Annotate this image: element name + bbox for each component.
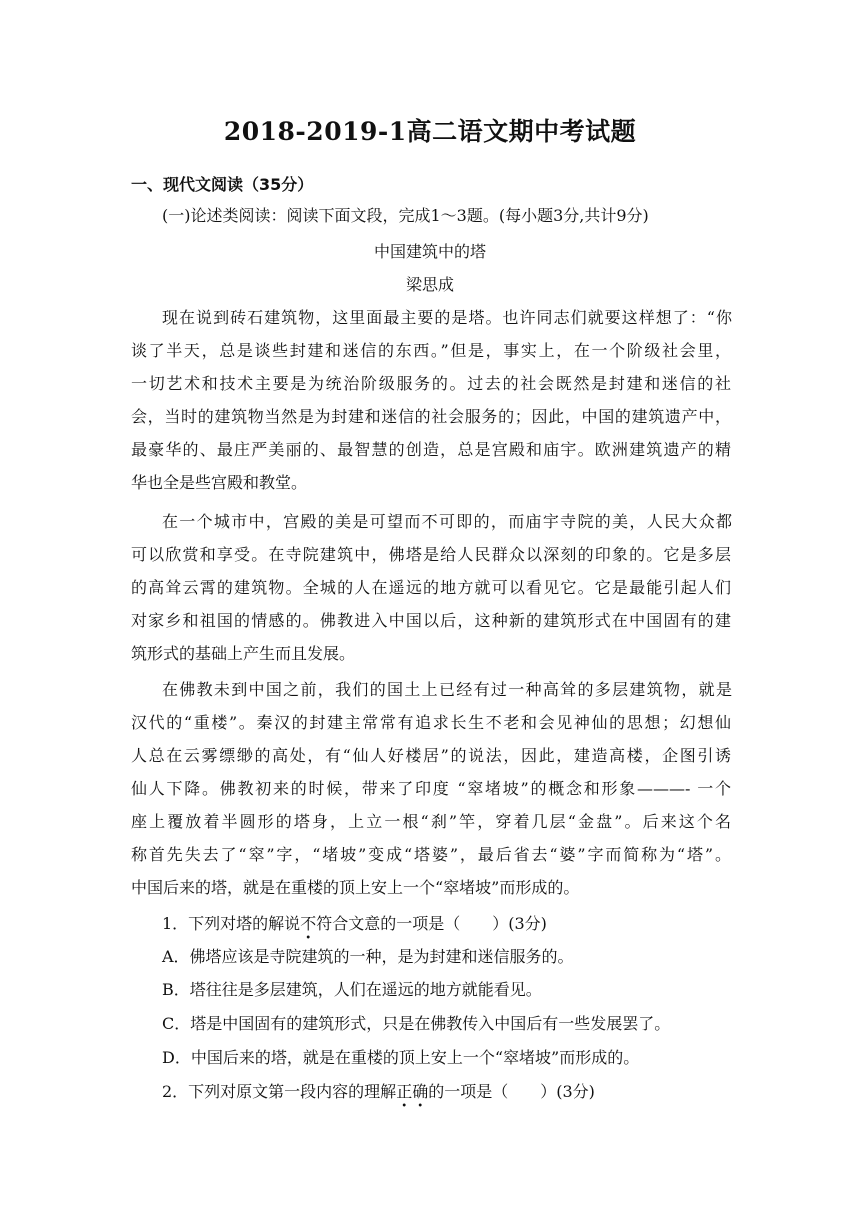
part-instruction: (一)论述类阅读：阅读下面文段，完成1～3题。(每小题3分,共计9分) [162, 206, 649, 225]
option-a: A．佛塔应该是寺院建筑的一种，是为封建和迷信服务的。 [162, 947, 574, 966]
question-text: 的一项是（ ）(3分) [428, 1082, 595, 1101]
section-heading: 一、现代文阅读（35分） [131, 175, 314, 194]
paragraph-line: 谈了半天，总是谈些封建和迷信的东西。”但是，事实上，在一个阶级社会里， [131, 341, 731, 360]
paragraph-line: 可以欣赏和享受。在寺院建筑中，佛塔是给人民群众以深刻的印象的。它是多层 [131, 545, 731, 564]
paragraph-line: 筑形式的基础上产生而且发展。 [131, 644, 356, 663]
question-text: 符合文意的一项是（ ）(3分) [316, 914, 547, 933]
option-d: D．中国后来的塔，就是在重楼的顶上安上一个“窣堵坡”而形成的。 [162, 1048, 640, 1067]
question-text: 1．下列对塔的解说 [162, 914, 301, 933]
paragraph-line: 对家乡和祖国的情感的。佛教进入中国以后，这种新的建筑形式在中国固有的建 [131, 611, 731, 630]
paragraph-line: 最豪华的、最庄严美丽的、最智慧的创造，总是宫殿和庙宇。欧洲建筑遗产的精 [131, 440, 731, 459]
paragraph-line: 人总在云雾缥缈的高处，有“仙人好楼居”的说法，因此，建造高楼，企图引诱 [131, 746, 731, 765]
paragraph-line: 一切艺术和技术主要是为统治阶级服务的。过去的社会既然是封建和迷信的社 [131, 374, 731, 393]
paragraph-line: 汉代的“重楼”。秦汉的封建主常常有追求长生不老和会见神仙的思想；幻想仙 [131, 713, 731, 732]
question-text: 2．下列对原文第一段内容的理解 [162, 1082, 397, 1101]
paragraph-line: 华也全是些宫殿和教堂。 [131, 473, 308, 492]
question-2 [162, 1081, 732, 1103]
emphasis-mark [396, 1082, 428, 1101]
paragraph-line: 在佛教未到中国之前，我们的国土上已经有过一种高耸的多层建筑物，就是 [162, 680, 732, 699]
emphasis-char: 确 [412, 1082, 429, 1101]
paragraph-line: 的高耸云霄的建筑物。全城的人在遥远的地方就可以看见它。它是最能引起人们 [131, 578, 731, 597]
emphasis-char: 正 [396, 1082, 413, 1101]
paragraph-line: 在一个城市中，宫殿的美是可望而不可即的，而庙宇寺院的美，人民大众都 [162, 512, 732, 531]
option-b: B．塔往往是多层建筑，人们在遥远的地方就能看见。 [162, 980, 542, 999]
article-author: 梁思成 [405, 275, 454, 294]
paragraph-line: 仙人下降。佛教初来的时候，带来了印度 “窣堵坡”的概念和形象———- 一个 [131, 779, 731, 798]
paragraph-line: 座上覆放着半圆形的塔身，上立一根“刹”竿，穿着几层“金盘”。后来这个名 [131, 812, 731, 831]
paragraph-line: 会，当时的建筑物当然是为封建和迷信的社会服务的；因此，中国的建筑遗产中， [131, 407, 731, 426]
emphasis-mark: 不 [300, 914, 317, 933]
paragraph-line: 现在说到砖石建筑物，这里面最主要的是塔。也许同志们就要这样想了：“你 [162, 308, 732, 327]
page-title: 2018-2019-1高二语文期中考试题 [223, 117, 637, 146]
question-1 [162, 913, 732, 935]
paragraph-line: 中国后来的塔，就是在重楼的顶上安上一个“窣堵坡”而形成的。 [131, 878, 580, 897]
option-c: C．塔是中国固有的建筑形式，只是在佛教传入中国后有一些发展罢了。 [162, 1014, 671, 1033]
article-title: 中国建筑中的塔 [373, 242, 486, 261]
paragraph-line: 称首先失去了“窣”字，“堵坡”变成“塔婆”，最后省去“婆”字而简称为“塔”。 [131, 845, 731, 864]
